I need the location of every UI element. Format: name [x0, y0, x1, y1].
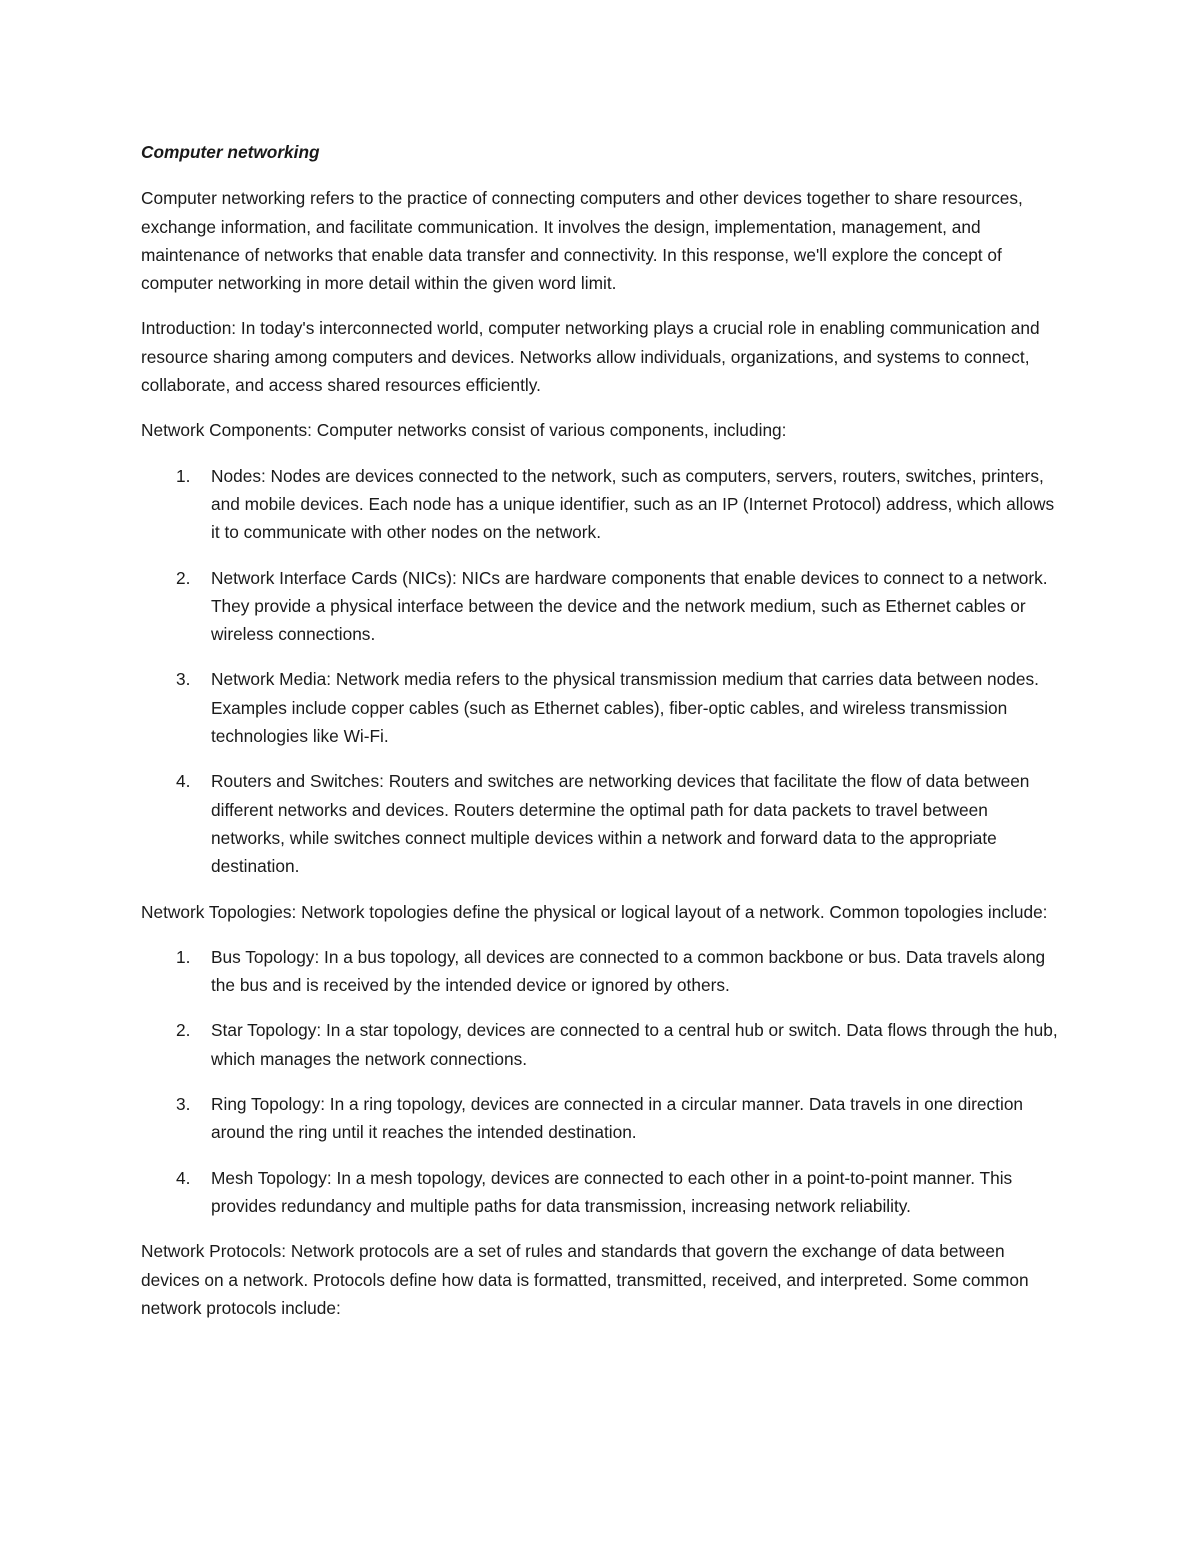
topologies-list [141, 943, 1061, 1220]
list-item [141, 462, 1061, 547]
list-item-text: Nodes: Nodes are devices connected to the network, such as computers, servers, routers, switches, printers, and mobile devices. Each node has a unique identifier, such as an IP (Internet Protocol) address, which allows it to communicate with other nodes on the network. [211, 465, 1055, 543]
list-item [141, 767, 1061, 880]
list-item-text: Routers and Switches: Routers and switches are networking devices that facilitate the flow of data between different networks and devices. Routers determine the optimal path for data packets to travel between networks, while switches connect multiple devices within a network and forward data to the appropriate destination. [211, 771, 1030, 877]
list-item [141, 1090, 1061, 1147]
document-title: Computer networking [141, 142, 320, 162]
list-number: 1. [176, 946, 191, 967]
list-item [141, 665, 1061, 750]
list-item [141, 564, 1061, 649]
list-item [141, 1164, 1061, 1221]
intro-paragraph: Computer networking refers to the practice of connecting computers and other devices together to share resources, exchange information, and facilitate communication. It involves the design, implementation, management, and maintenance of networks that enable data transfer and connectivity. In this response, we'll explore the concept of computer networking in more detail within the given word limit. [141, 188, 1023, 294]
document-page [141, 138, 1061, 1339]
list-number: 3. [176, 1094, 191, 1115]
list-item-text: Network Media: Network media refers to the physical transmission medium that carries data between nodes. Examples include copper cables (such as Ethernet cables), fiber-optic cables, and wireless transmission technologies like Wi-Fi. [211, 669, 1039, 747]
list-item-text: Ring Topology: In a ring topology, devices are connected in a circular manner. Data travels in one direction around the ring until it reaches the intended destination. [211, 1094, 1024, 1143]
list-number: 4. [176, 771, 191, 792]
list-item [141, 943, 1061, 1000]
list-item-text: Network Interface Cards (NICs): NICs are hardware components that enable devices to connect to a network. They provide a physical interface between the device and the network medium, such as Ethernet cables or wireless connections. [211, 567, 1048, 645]
protocols-paragraph: Network Protocols: Network protocols are a set of rules and standards that govern the exchange of data between devices on a network. Protocols define how data is formatted, transmitted, received, and interpreted. Some common network protocols include: [141, 1241, 1029, 1318]
list-item-text: Bus Topology: In a bus topology, all devices are connected to a common backbone or bus. Data travels along the bus and is received by the intended device or ignored by others. [211, 946, 1046, 996]
topologies-heading: Network Topologies: Network topologies define the physical or logical layout of a network. Common topologies include: [141, 901, 1048, 922]
list-number: 1. [176, 465, 191, 486]
list-number: 2. [176, 567, 191, 588]
list-item [141, 1016, 1061, 1073]
list-number: 2. [176, 1020, 191, 1041]
components-list [141, 462, 1061, 881]
list-item-text: Star Topology: In a star topology, devices are connected to a central hub or switch. Data flows through the hub, which manages the network connections. [211, 1020, 1058, 1069]
list-number: 3. [176, 669, 191, 690]
components-heading: Network Components: Computer networks consist of various components, including: [141, 420, 787, 441]
list-number: 4. [176, 1167, 191, 1188]
introduction-paragraph: Introduction: In today's interconnected world, computer networking plays a crucial role in enabling communication and resource sharing among computers and devices. Networks allow individuals, organizations, and systems to connect, collaborate, and access shared resources efficiently. [141, 318, 1040, 396]
list-item-text: Mesh Topology: In a mesh topology, devices are connected to each other in a point-to-point manner. This provides redundancy and multiple paths for data transmission, increasing network reliability. [211, 1167, 1013, 1216]
